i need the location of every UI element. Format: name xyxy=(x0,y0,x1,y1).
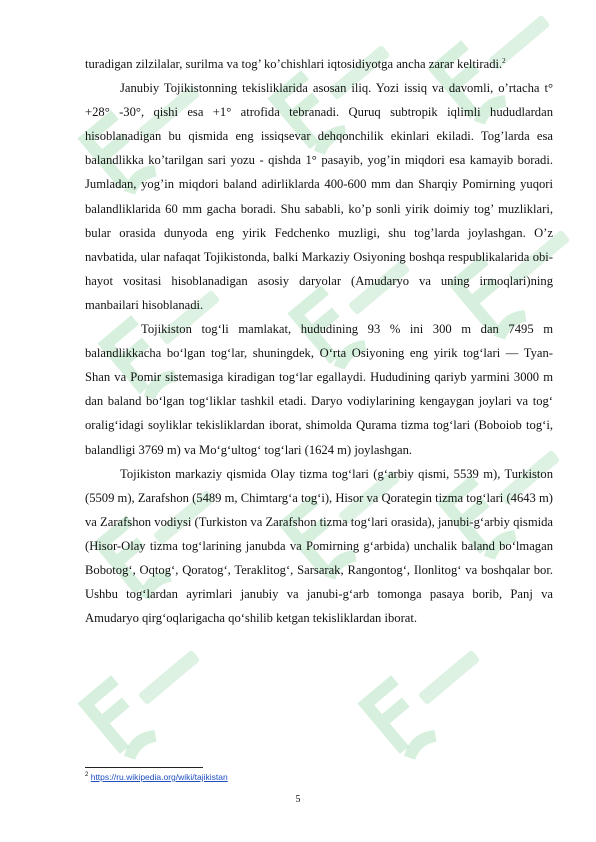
footnote-link[interactable]: https://ru.wikipedia.org/wiki/tajikistan xyxy=(90,772,228,782)
body-text xyxy=(85,52,553,630)
footnote-separator xyxy=(85,767,203,768)
footnote xyxy=(85,772,228,782)
page-number: 5 xyxy=(295,794,301,805)
watermark-logo xyxy=(77,625,222,765)
footnote-reference[interactable]: 2 xyxy=(502,56,506,65)
watermark-logo xyxy=(357,625,502,765)
paragraph-1-text: turadigan zilzilalar, surilma va tog’ ko’chishlari iqtosidiyotga ancha zarar keltiradi. xyxy=(85,57,503,71)
paragraph-3: Tojikiston tog‘li mamlakat, hududining 93 % ini 300 m dan 7495 m balandlikkacha bo‘lgan tog‘lar, shuningdek, O‘rta Osiyoning eng yirik tog‘lari — Tyan-Shan va Pomir sistemasiga kiradigan tog‘lar egallaydi. Hududining qariyb yarmini 3000 m dan baland bo‘lgan tog‘liklar tashkil etadi. Daryo vodiylarining kengaygan joylari va tog‘ oralig‘idagi soyliklar tekisliklardan iborat, shimolda Qurama tizma tog‘lari (Boboiob tog‘i, balandligi 3769 m) va Mo‘g‘ultog‘ tog‘lari (1624 m) joylashgan. xyxy=(85,322,553,457)
paragraph-2: Janubiy Tojikistonning tekisliklarida asosan iliq. Yozi issiq va davomli, o’rtacha t° +28° -30°, qishi esa +1° atrofida tebranadi. Quruq subtropik iqlimli hududlardan hisoblanadigan bu qismida eng issiqsevar dehqonchilik ekinlari ekiladi. Tog’larda esa balandlikka ko’tarilgan sari yozu - qishda 1° pasayib, yog’in miqdori esa kamayib boradi. Jumladan, yog’in miqdori baland adirliklarda 400-600 mm dan Sharqiy Pomirning yuqori balandliklarida 60 mm gacha boradi. Shu sababli, ko’p sonli yirik doimiy tog’ muzliklari, bular orasida dunyoda eng yirik Fedchenko muzligi, shu tog’larda joylashgan. O’z navbatida, ular nafaqat Tojikistonda, balki Markaziy Osiyoning boshqa respublikalarida obi-hayot vositasi hisoblanadigan asosiy daryolar (Amudaryo va uning irmoqlari)ning manbailari hisoblanadi. xyxy=(85,81,553,312)
footnote-number: 2 xyxy=(85,772,89,779)
paragraph-4: Tojikiston markaziy qismida Olay tizma tog‘lari (g‘arbiy qismi, 5539 m), Turkiston (5509 m), Zarafshon (5489 m, Chimtarg‘a tog‘i), Hisor va Qorategin tizma tog‘lari (4643 m) va Zarafshon vodiysi (Turkiston va Zarafshon tizma tog‘lari orasida), janubi-g‘arbiy qismida (Hisor-Olay tizma tog‘larining janubda va Pomirning g‘arbida) unchalik baland bo‘lmagan Bobotog‘, Oqtog‘, Qoratog‘, Teraklitog‘, Sarsarak, Rangontog‘, Ilonlitog‘ va boshqalar bor. Ushbu tog‘lardan ayrimlari janubiy va janubi-g‘arb tomonga pasaya borib, Panj va Amudaryo qirg‘oqlarigacha qo‘shilib ketgan tekisliklardan iborat. xyxy=(85,466,553,626)
paragraph-1 xyxy=(85,52,553,76)
